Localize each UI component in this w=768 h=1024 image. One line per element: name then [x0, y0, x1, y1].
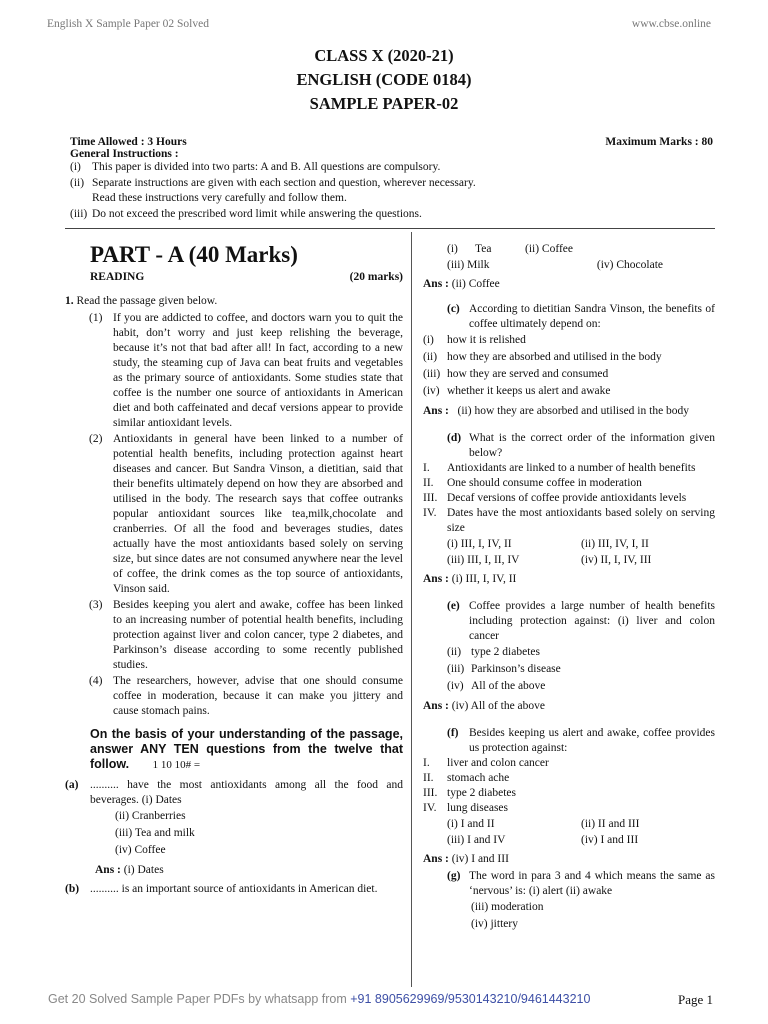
statement: III. type 2 diabetes [423, 787, 516, 799]
title-subject: ENGLISH (CODE 0184) [296, 70, 472, 89]
statement: II. stomach ache [423, 772, 510, 784]
option: (ii) type 2 diabetes [447, 646, 540, 658]
passage-para: (4) The researchers, however, advise that one should consume coffee in moderation, because it can make you jittery and cause stomach pains. [89, 675, 403, 717]
option: (iv) Coffee [115, 844, 166, 856]
question-b: (b) .......... is an important source of antioxidants in American diet. [65, 883, 378, 895]
right-column [423, 241, 715, 933]
option: (i) how it is relished [423, 334, 526, 346]
question-f: (f) Besides keeping us alert and awake, coffee provides us protection against: [447, 727, 715, 754]
statement: IV. Dates have the most antioxidants based solely on serving size [423, 507, 715, 534]
answer-b: Ans : (ii) Coffee [423, 278, 500, 290]
footer-phones[interactable]: +91 8905629969/9530143210/9461443210 [350, 992, 591, 1006]
option: (ii) how they are absorbed and utilised in the body [423, 351, 662, 363]
page-number: Page 1 [677, 992, 713, 1007]
option: (iii) how they are served and consumed [423, 368, 609, 380]
title-block [0, 44, 768, 116]
question-a: (a) .......... have the most antioxidants among all the food and beverages. (i) Dates [65, 779, 403, 806]
instruction-item: (iii) Do not exceed the prescribed word limit while answering the questions. [70, 207, 422, 220]
passage-para: (3) Besides keeping you alert and awake, coffee has been linked to an increasing number of potential health benefits, including protection against liver and colon cancer, type 2 diabetes, and Parkinson’s disease according to some recently published studies. [89, 599, 403, 671]
statement: I. liver and colon cancer [423, 757, 549, 769]
option: (iii) moderation [471, 901, 544, 913]
title-paper: SAMPLE PAPER-02 [309, 94, 459, 113]
marks-formula: 1 10 10# = [152, 759, 201, 771]
instruction-item: (i) This paper is divided into two parts: A and B. All questions are compulsory. [70, 161, 441, 173]
instruction-item: (ii) Separate instructions are given with each section and question, wherever necessary. [70, 176, 476, 189]
question-c: (c) According to dietitian Sandra Vinson, the benefits of coffee ultimately depend on: [447, 303, 715, 330]
answer-e: Ans : (iv) All of the above [423, 700, 546, 712]
section-marks: (20 marks) [349, 271, 403, 283]
answer-d: Ans : (i) III, I, IV, II [423, 573, 517, 585]
title-class: CLASS X (2020-21) [314, 46, 454, 65]
option: (iii) Parkinson’s disease [447, 663, 561, 675]
instruction-continuation: Read these instructions very carefully and follow them. [92, 192, 347, 204]
statement: IV. lung diseases [423, 802, 509, 814]
passage-para: (1) If you are addicted to coffee, and doctors warn you to quit the habit, don’t worry and just keep relishing the beverage, because it’s not that bad after all! In fact, according to a new study, the steaming cup of Java can beat fruits and vegetables as the primary source of antioxidants. Some studies state that coffee is the number one source of antioxidants in American diet and both caffeinated and decaf versions appear to provide similar antioxidant levels. [89, 312, 403, 429]
statement: III. Decaf versions of coffee provide antioxidants levels [423, 492, 687, 504]
statement: I. Antioxidants are linked to a number of health benefits [423, 462, 696, 474]
question-d: (d) What is the correct order of the information given below? [447, 432, 715, 459]
option: (iv) jittery [471, 918, 518, 930]
time-allowed: Time Allowed : 3 Hours [70, 136, 187, 148]
option: (iv) All of the above [447, 680, 546, 692]
part-heading: PART - A (40 Marks) [90, 242, 298, 267]
max-marks: Maximum Marks : 80 [605, 136, 713, 148]
option-row: (i) Tea (ii) Coffee [447, 243, 574, 255]
meta-block [70, 136, 713, 222]
footer [48, 992, 713, 1008]
left-column [65, 240, 403, 897]
passage-para: (2) Antioxidants in general have been linked to a number of potential health benefits, including protection against heart diseases and cancer. But Sandra Vinson, a dietitian, said that their benefits ultimately depend on how they are absorbed and utilised in the body. The research says that coffee outranks popular antioxidant sources like tea,milk,chocolate and cranberries. Of all the food and beverages studies, dates actually have the most antioxidants based solely on serving size, but since dates are not consumed anywhere near the level of coffee, the drink comes as the top source of antioxidants, Vinson said. [89, 433, 403, 595]
instruction-answer-ten: On the basis of your understanding of the passage, answer ANY TEN questions from the twelve that follow. 1 10 10# = [90, 727, 403, 771]
question-1: 1. Read the passage given below. [65, 295, 218, 307]
options-grid: (i) I and II (ii) II and III (iii) I and IV (iv) I and III [447, 818, 640, 846]
header-right: www.cbse.online [631, 18, 711, 30]
header-rule [65, 228, 715, 229]
answer-c: Ans : (ii) how they are absorbed and utilised in the body [423, 405, 690, 417]
answer-a: Ans : (i) Dates [95, 864, 164, 876]
options-grid: (i) III, I, IV, II (ii) III, IV, I, II (iii) III, I, II, IV (iv) II, I, IV, III [447, 538, 652, 566]
question-e: (e) Coffee provides a large number of health benefits including protection against: (i) liver and colon cancer [447, 600, 715, 642]
footer-text: Get 20 Solved Sample Paper PDFs by whatsapp from [48, 992, 347, 1006]
general-instructions-heading: General Instructions : [70, 148, 179, 160]
option: (ii) Cranberries [115, 810, 186, 822]
section-reading: READING [90, 271, 145, 283]
header-left: English X Sample Paper 02 Solved [47, 18, 209, 30]
column-divider [411, 232, 412, 987]
option: (iv) whether it keeps us alert and awake [423, 385, 611, 397]
answer-f: Ans : (iv) I and III [423, 853, 509, 865]
option-row: (iii) Milk (iv) Chocolate [447, 259, 663, 271]
question-g: (g) The word in para 3 and 4 which means the same as ‘nervous’ is: (i) alert (ii) awake [447, 870, 715, 897]
option: (iii) Tea and milk [115, 827, 195, 839]
statement: II. One should consume coffee in moderation [423, 477, 642, 489]
